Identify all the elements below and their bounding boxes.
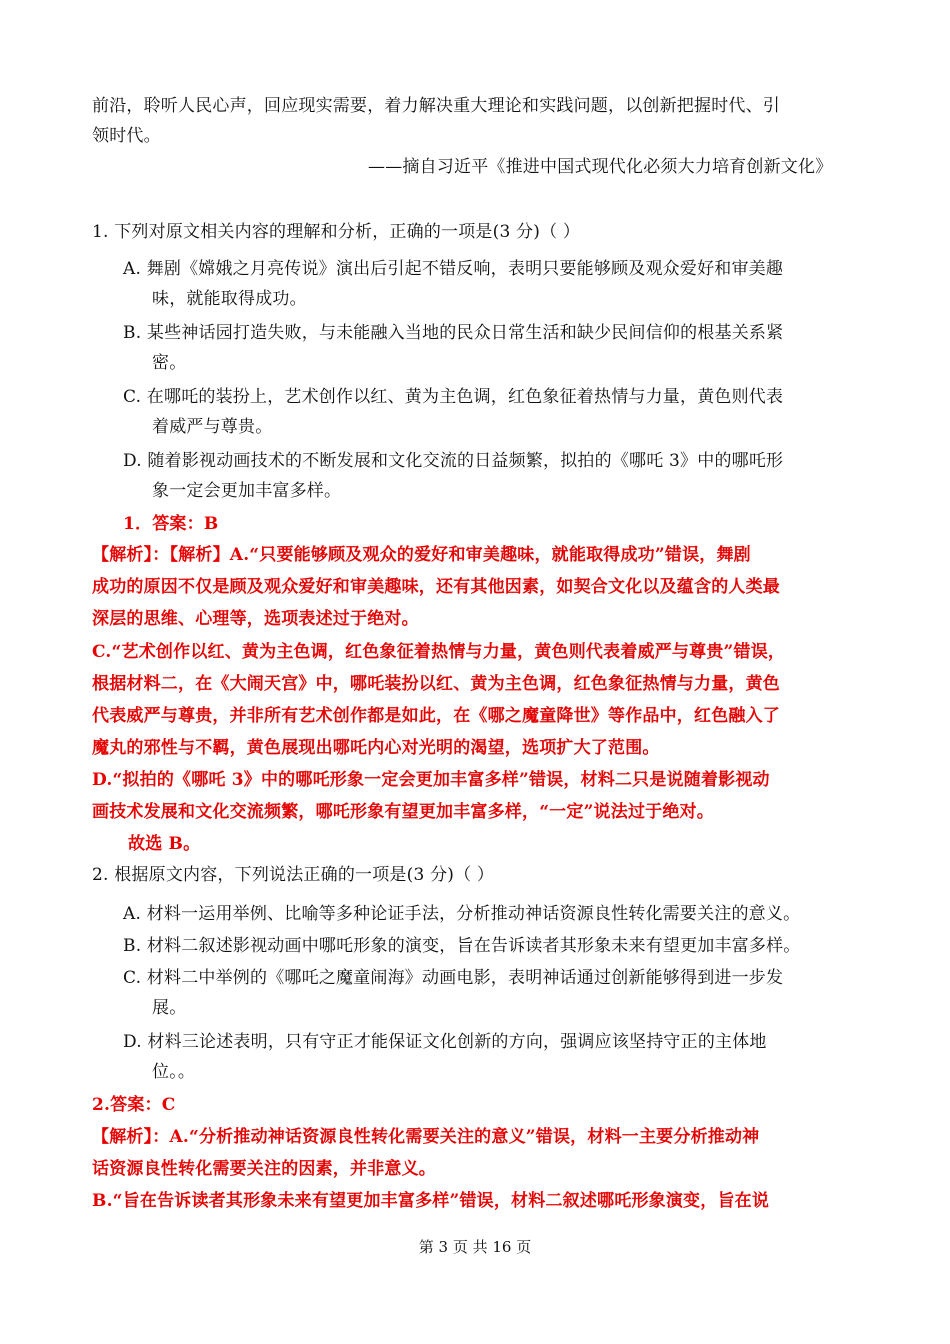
q1-option-d-line-2: 象一定会更加丰富多样。: [152, 481, 342, 501]
q2-analysis-line-3: B.“旨在告诉读者其形象未来有望更加丰富多样”错误，材料二叙述哪吒形象演变，旨在说: [92, 1191, 770, 1211]
source-citation: ——摘自习近平《推进中国式现代化必须大力培育创新文化》: [368, 157, 833, 177]
q1-option-a-line-2: 味，就能取得成功。: [152, 289, 307, 309]
q1-analysis-line-2: 成功的原因不仅是顾及观众爱好和审美趣味，还有其他因素，如契合文化以及蕴含的人类最: [92, 577, 780, 597]
q1-analysis-line-5: 根据材料二，在《大闹天宫》中，哪吒装扮以红、黄为主色调，红色象征热情与力量，黄色: [92, 674, 780, 694]
q1-option-b-line-1: B. 某些神话园打造失败，与未能融入当地的民众日常生活和缺少民间信仰的根基关系紧: [123, 323, 784, 343]
q1-option-c-line-1: C. 在哪吒的装扮上，艺术创作以红、黄为主色调，红色象征着热情与力量，黄色则代表: [123, 387, 784, 407]
q1-analysis-line-3: 深层的思维、心理等，选项表述过于绝对。: [92, 609, 419, 629]
q2-option-d-line-2: 位。。: [152, 1062, 196, 1082]
q1-analysis-line-7: 魔丸的邪性与不羁，黄色展现出哪吒内心对光明的渴望，选项扩大了范围。: [92, 738, 660, 758]
intro-line-2: 领时代。: [92, 126, 161, 146]
intro-line-1: 前沿，聆听人民心声，回应现实需要，着力解决重大理论和实践问题，以创新把握时代、引: [92, 96, 780, 116]
q1-answer: 1．答案：B: [123, 514, 219, 534]
q1-analysis-line-1: 【解析】：【解析】A.“只要能够顾及观众的爱好和审美趣味，就能取得成功”错误，舞剧: [92, 545, 751, 565]
q2-analysis-line-1: 【解析】：A.“分析推动神话资源良性转化需要关注的意义”错误，材料一主要分析推动神: [92, 1127, 760, 1147]
q1-option-a-line-1: A. 舞剧《嫦娥之月亮传说》演出后引起不错反响，表明只要能够顾及观众爱好和审美趣: [123, 259, 784, 279]
q2-answer: 2.答案：C: [92, 1095, 176, 1115]
q1-analysis-line-4: C.“艺术创作以红、黄为主色调，红色象征着热情与力量，黄色则代表着威严与尊贵”错误，: [92, 642, 786, 662]
q1-analysis-line-9: 画技术发展和文化交流频繁，哪吒形象有望更加丰富多样，“一定”说法过于绝对。: [92, 802, 714, 822]
q1-analysis-line-6: 代表威严与尊贵，并非所有艺术创作都是如此，在《哪之魔童降世》等作品中，红色融入了: [92, 706, 780, 726]
q1-conclusion: 故选 B。: [128, 834, 201, 854]
q2-option-c-line-1: C. 材料二中举例的《哪吒之魔童闹海》动画电影，表明神话通过创新能够得到进一步发: [123, 968, 784, 988]
q2-option-a: A. 材料一运用举例、比喻等多种论证手法，分析推动神话资源良性转化需要关注的意义。: [123, 904, 801, 924]
q2-option-d-line-1: D. 材料三论述表明，只有守正才能保证文化创新的方向，强调应该坚持守正的主体地: [123, 1032, 767, 1052]
q1-option-d-line-1: D. 随着影视动画技术的不断发展和文化交流的日益频繁，拟拍的《哪吒 3》中的哪吒形: [123, 451, 784, 471]
q1-option-c-line-2: 着威严与尊贵。: [152, 417, 273, 437]
q2-analysis-line-2: 话资源良性转化需要关注的因素，并非意义。: [92, 1159, 436, 1179]
q1-analysis-line-8: D.“拟拍的《哪吒 3》中的哪吒形象一定会更加丰富多样”错误，材料二只是说随着影视动: [92, 770, 770, 790]
question-1-stem: 1. 下列对原文相关内容的理解和分析，正确的一项是(3 分)（ ）: [92, 222, 581, 242]
question-2-stem: 2. 根据原文内容，下列说法正确的一项是(3 分)（ ）: [92, 865, 495, 885]
q2-option-c-line-2: 展。: [152, 998, 187, 1018]
q1-option-b-line-2: 密。: [152, 353, 187, 373]
page-number-footer: 第 3 页 共 16 页: [418, 1238, 532, 1256]
q2-option-b: B. 材料二叙述影视动画中哪吒形象的演变，旨在告诉读者其形象未来有望更加丰富多样。: [123, 936, 801, 956]
